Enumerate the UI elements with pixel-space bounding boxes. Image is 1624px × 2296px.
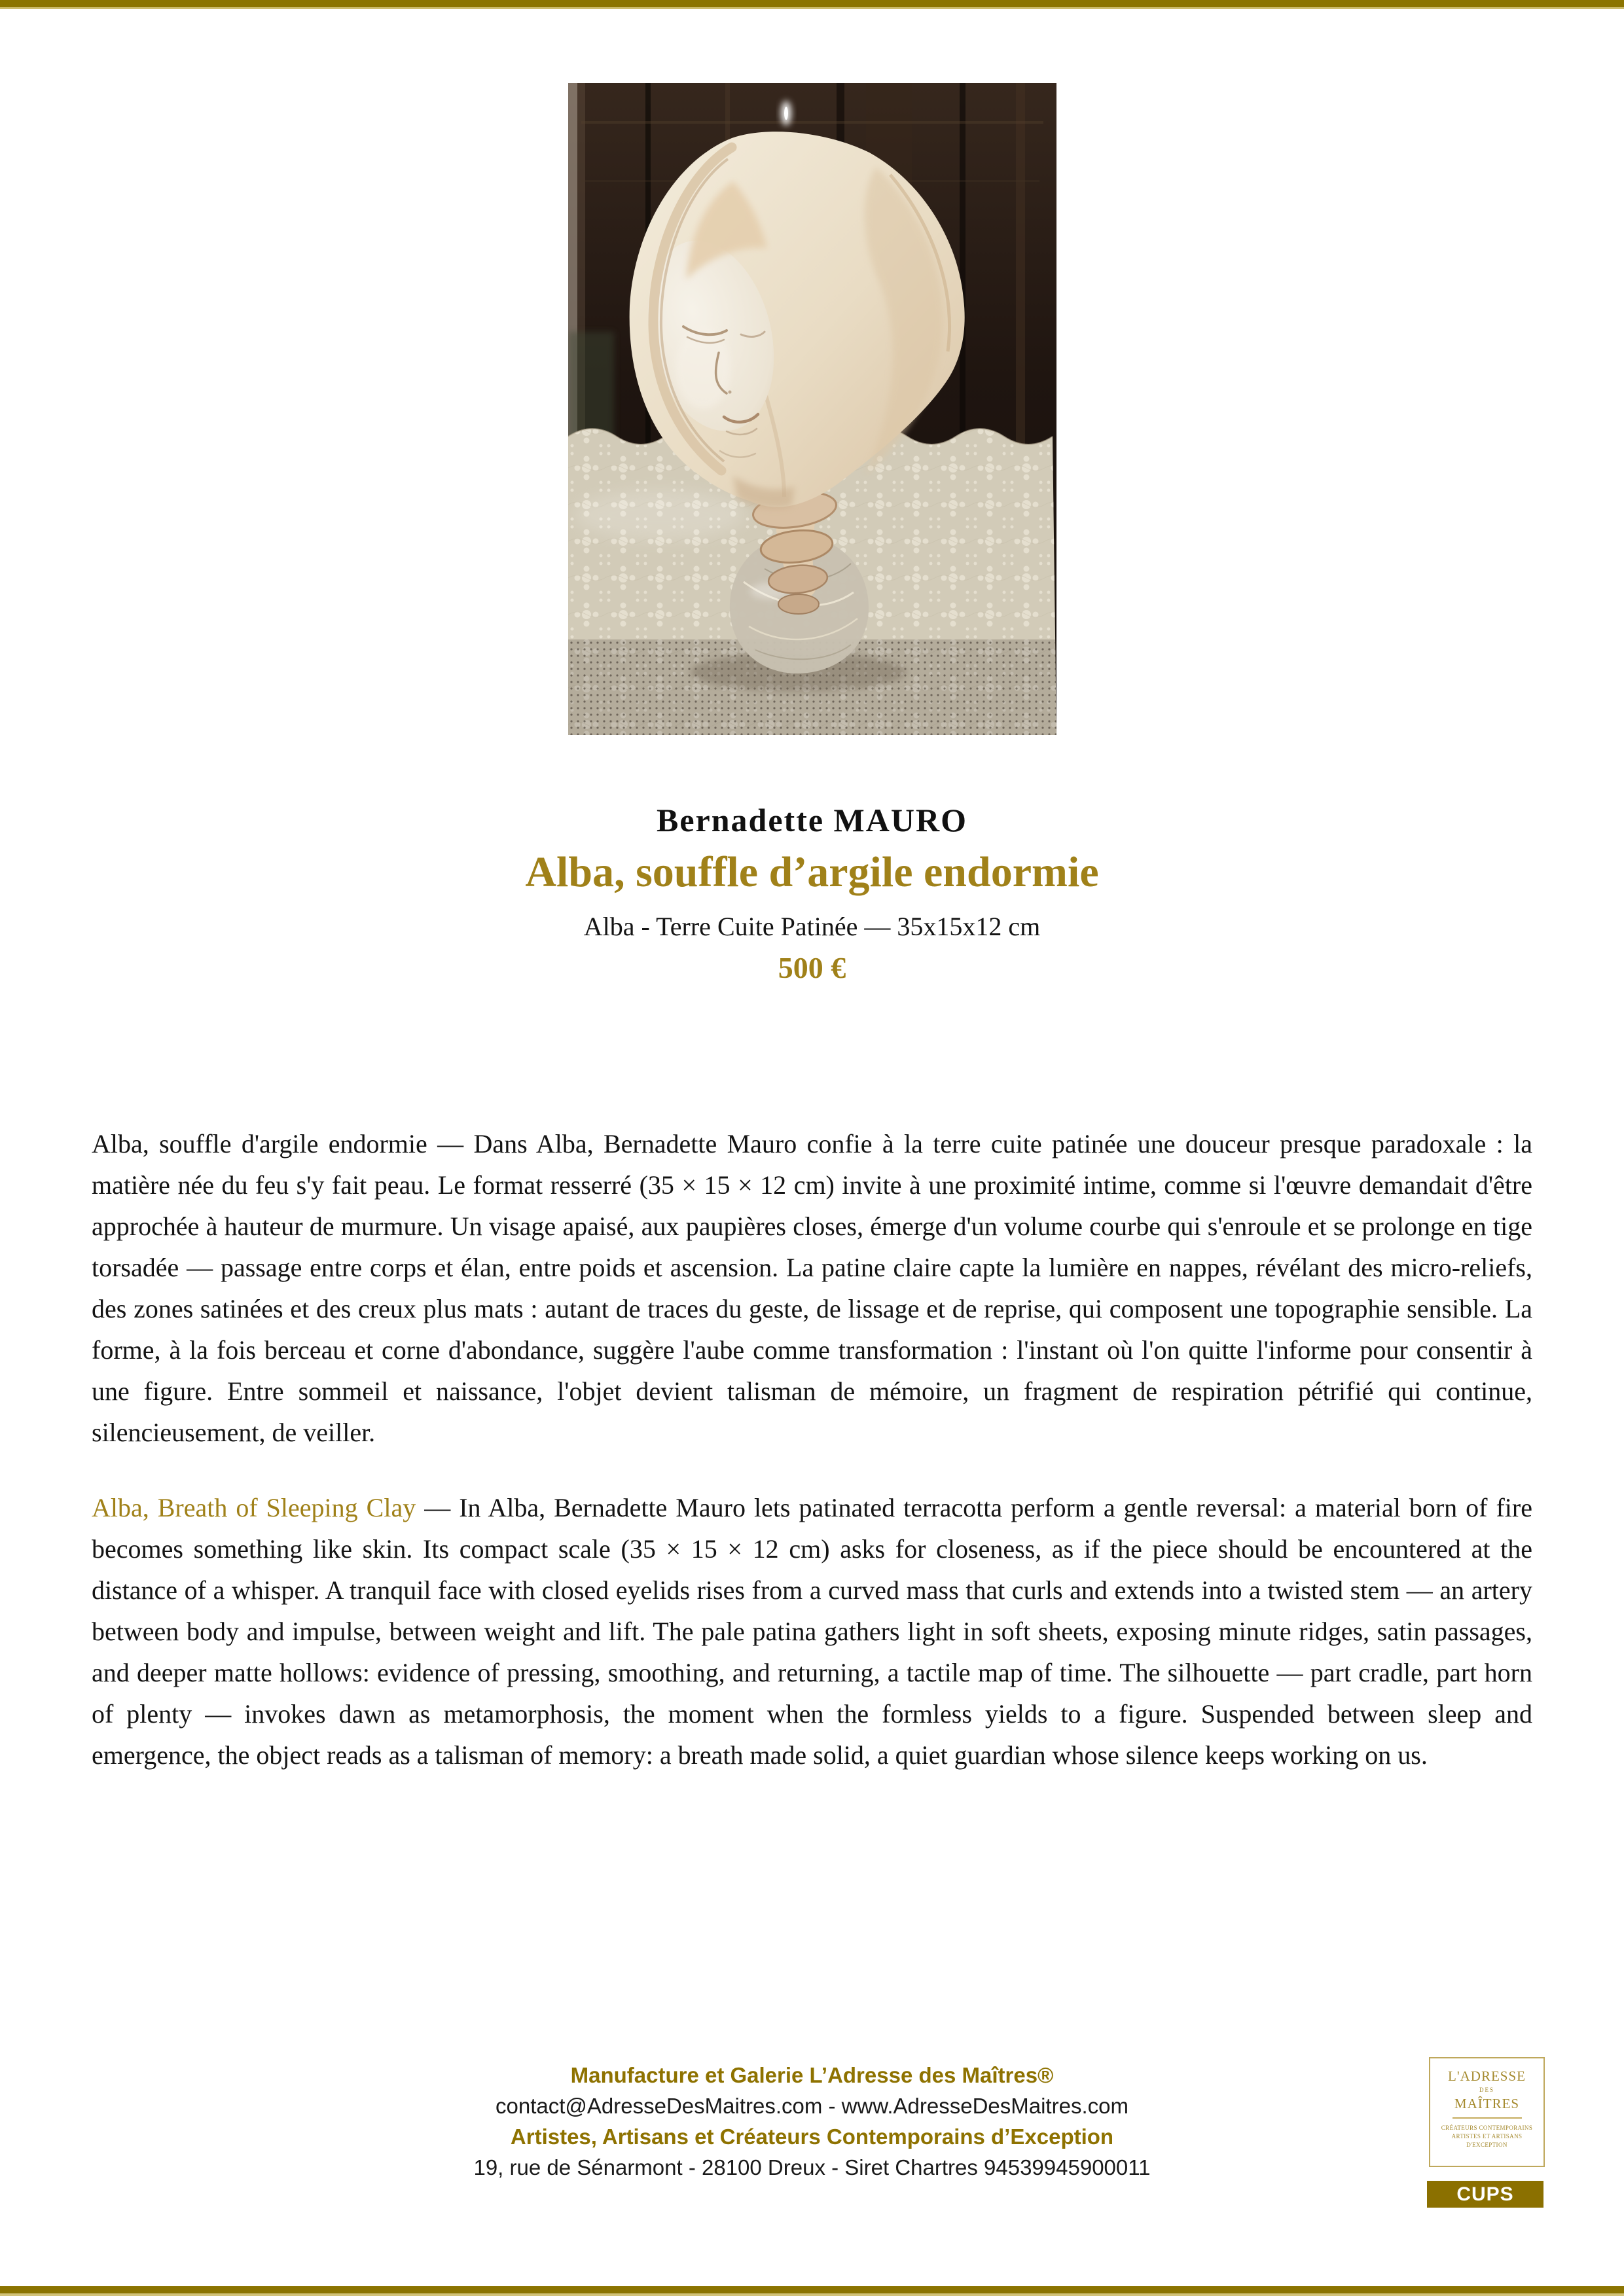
footer-contact: contact@AdresseDesMaitres.com - www.AdresseDesMaitres.com bbox=[496, 2094, 1128, 2118]
logo-tagline-1: CRÉATEURS CONTEMPORAINS bbox=[1441, 2125, 1533, 2131]
gallery-logo bbox=[1429, 2057, 1545, 2167]
logo-divider bbox=[1453, 2117, 1522, 2119]
footer-gallery-name: Manufacture et Galerie L’Adresse des Maîtres® bbox=[570, 2063, 1054, 2087]
footer-address: 19, rue de Sénarmont - 28100 Dreux - Siret Chartres 94539945900011 bbox=[473, 2155, 1151, 2179]
logo-name-top: L'ADRESSE bbox=[1448, 2068, 1526, 2084]
top-bar bbox=[0, 0, 1624, 9]
sculpture-photo-svg bbox=[568, 83, 1056, 735]
bottom-bar-accent bbox=[0, 2293, 1624, 2296]
description-english-lead: Alba, Breath of Sleeping Clay bbox=[92, 1493, 416, 1522]
logo-tagline-3: D'EXCEPTION bbox=[1466, 2142, 1507, 2148]
artwork-photo bbox=[568, 83, 1056, 735]
artwork-title: Alba, souffle d’argile endormie bbox=[525, 848, 1099, 896]
descriptions bbox=[92, 1123, 1532, 1810]
artist-name: Bernadette MAURO bbox=[657, 802, 967, 838]
bottom-bar bbox=[0, 2286, 1624, 2293]
footer-tagline: Artistes, Artisans et Créateurs Contemporains d’Exception bbox=[510, 2125, 1114, 2149]
artwork-subtitle: Alba - Terre Cuite Patinée — 35x15x12 cm bbox=[583, 912, 1041, 941]
footer bbox=[0, 2060, 1624, 2183]
description-english-body: — In Alba, Bernadette Mauro lets patinated terracotta perform a gentle reversal: a material born of fire becomes something like skin. Its compact scale (35 × 15 × 12 cm) asks for closeness, as if the piece should be encountered at the distance of a whisper. A tranquil face with closed eyelids rises from a curved mass that curls and extends into a twisted stem — an artery between body and impulse, between weight and lift. The pale patina gathers light in soft sheets, exposing minute ridges, satin passages, and deeper matte hollows: evidence of pressing, smoothing, and returning, a tactile map of time. The silhouette — part cradle, part horn of plenty — invokes dawn as metamorphosis, the moment when the formless yields to a figure. Suspended between sleep and emergence, the object reads as a talisman of memory: a breath made solid, a quiet guardian whose silence keeps working on us. bbox=[92, 1493, 1532, 1770]
logo-name-mid: DES bbox=[1479, 2087, 1494, 2093]
description-french: Alba, souffle d'argile endormie — Dans Alba, Bernadette Mauro confie à la terre cuite patinée une douceur presque paradoxale : la matière née du feu s'y fait peau. Le format resserré (35 × 15 × 12 cm) invite à une proximité intime, comme si l'œuvre demandait d'être approchée à hauteur de murmure. Un visage apaisé, aux paupières closes, émerge d'un volume courbe qui s'enroule et se prolonge en tige torsadée — passage entre corps et élan, entre poids et ascension. La patine claire capte la lumière en nappes, révélant des micro-reliefs, des zones satinées et des creux plus mats : autant de traces du geste, de lissage et de reprise, qui composent une topographie sensible. La forme, à la fois berceau et corne d'abondance, suggère l'aube comme transformation : l'instant où l'on quitte l'informe pour consentir à une figure. Entre sommeil et naissance, l'objet devient talisman de mémoire, un fragment de respiration pétrifié qui continue, silencieusement, de veiller. bbox=[92, 1129, 1532, 1447]
description-english bbox=[92, 1487, 1532, 1776]
cups-badge: CUPS bbox=[1427, 2181, 1543, 2208]
logo-tagline-2: ARTISTES ET ARTISANS bbox=[1451, 2133, 1523, 2140]
artwork-price: 500 € bbox=[778, 951, 846, 984]
logo-name-bottom: MAÎTRES bbox=[1454, 2096, 1520, 2111]
